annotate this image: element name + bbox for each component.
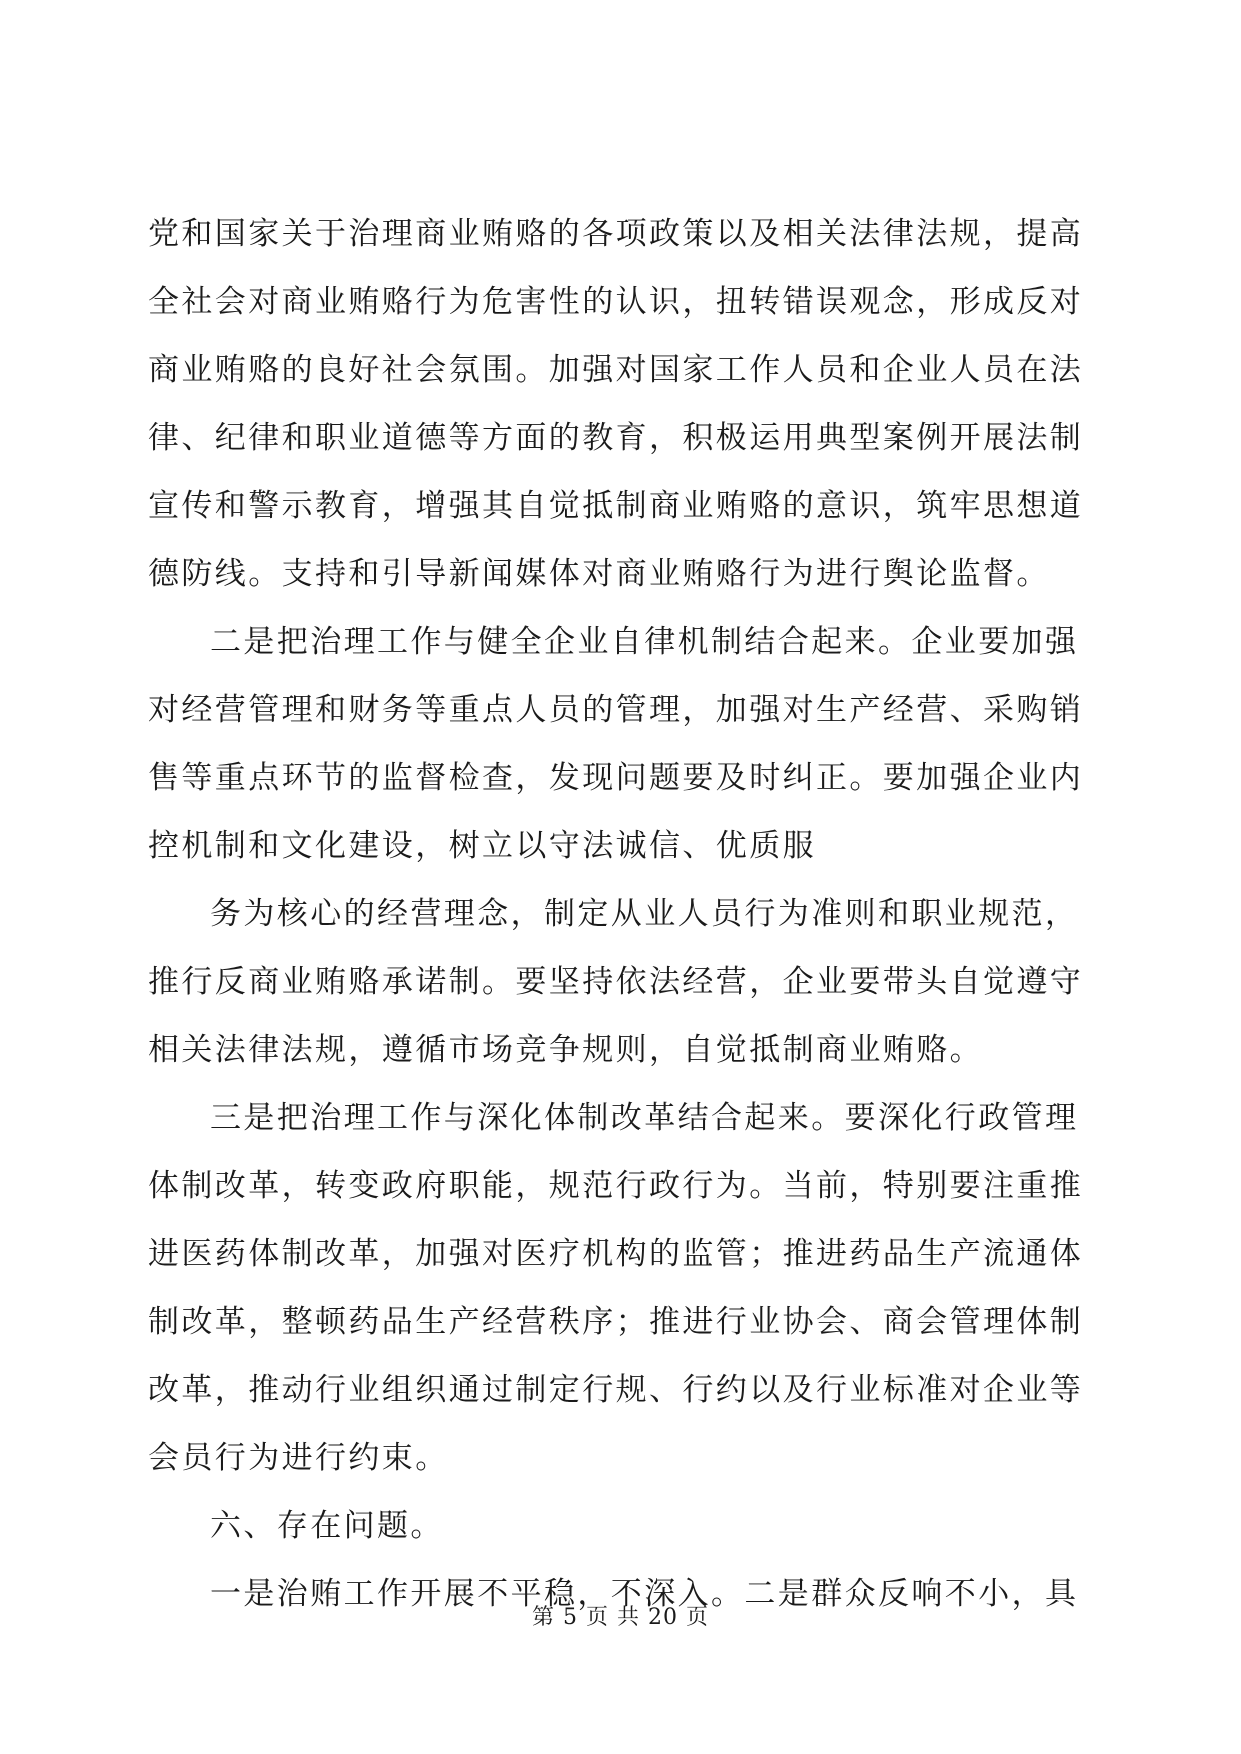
text-line [0,1228,1241,1296]
line-text: 六、存在问题。 [210,1508,444,1544]
line-text: 体制改革，转变政府职能，规范行政行为。当前，特别要注重推 [148,1168,1084,1204]
text-line [0,548,1241,616]
section-heading [0,1500,1241,1568]
text-line [0,616,1241,684]
text-line [0,684,1241,752]
line-text: 宣传和警示教育，增强其自觉抵制商业贿赂的意识，筑牢思想道 [148,488,1084,524]
line-text: 全社会对商业贿赂行为危害性的认识，扭转错误观念，形成反对 [148,284,1084,320]
line-text: 商业贿赂的良好社会氛围。加强对国家工作人员和企业人员在法 [148,352,1084,388]
text-line [0,1364,1241,1432]
line-text: 三是把治理工作与深化体制改革结合起来。要深化行政管理 [210,1100,1079,1136]
text-line [0,820,1241,888]
text-line [0,956,1241,1024]
line-text: 党和国家关于治理商业贿赂的各项政策以及相关法律法规，提高 [148,216,1084,252]
page-number: 第 5 页 共 20 页 [532,1605,709,1630]
text-line [0,1432,1241,1500]
line-text: 控机制和文化建设，树立以守法诚信、优质服 [148,828,816,864]
text-line [0,752,1241,820]
line-text: 会员行为进行约束。 [148,1440,449,1476]
line-text: 制改革，整顿药品生产经营秩序；推进行业协会、商会管理体制 [148,1304,1084,1340]
line-text: 售等重点环节的监督检查，发现问题要及时纠正。要加强企业内 [148,760,1084,796]
line-text: 进医药体制改革，加强对医疗机构的监管；推进药品生产流通体 [148,1236,1084,1272]
text-line [0,1160,1241,1228]
line-text: 务为核心的经营理念，制定从业人员行为准则和职业规范， [210,896,1079,932]
line-text: 相关法律法规，遵循市场竞争规则，自觉抵制商业贿赂。 [148,1032,983,1068]
line-text: 德防线。支持和引导新闻媒体对商业贿赂行为进行舆论监督。 [148,556,1050,592]
text-line [0,412,1241,480]
text-line [0,276,1241,344]
text-line [0,480,1241,548]
line-text: 对经营管理和财务等重点人员的管理，加强对生产经营、采购销 [148,692,1084,728]
line-text: 一是治贿工作开展不平稳，不深入。二是群众反响不小，具 [210,1576,1079,1612]
text-line [0,1024,1241,1092]
text-line [0,1296,1241,1364]
page-footer [0,1600,1241,1631]
line-text: 律、纪律和职业道德等方面的教育，积极运用典型案例开展法制 [148,420,1084,456]
text-line [0,208,1241,276]
line-text: 二是把治理工作与健全企业自律机制结合起来。企业要加强 [210,624,1079,660]
text-line [0,888,1241,956]
line-text: 推行反商业贿赂承诺制。要坚持依法经营，企业要带头自觉遵守 [148,964,1084,1000]
text-line [0,1092,1241,1160]
text-line [0,344,1241,412]
line-text: 改革，推动行业组织通过制定行规、行约以及行业标准对企业等 [148,1372,1084,1408]
